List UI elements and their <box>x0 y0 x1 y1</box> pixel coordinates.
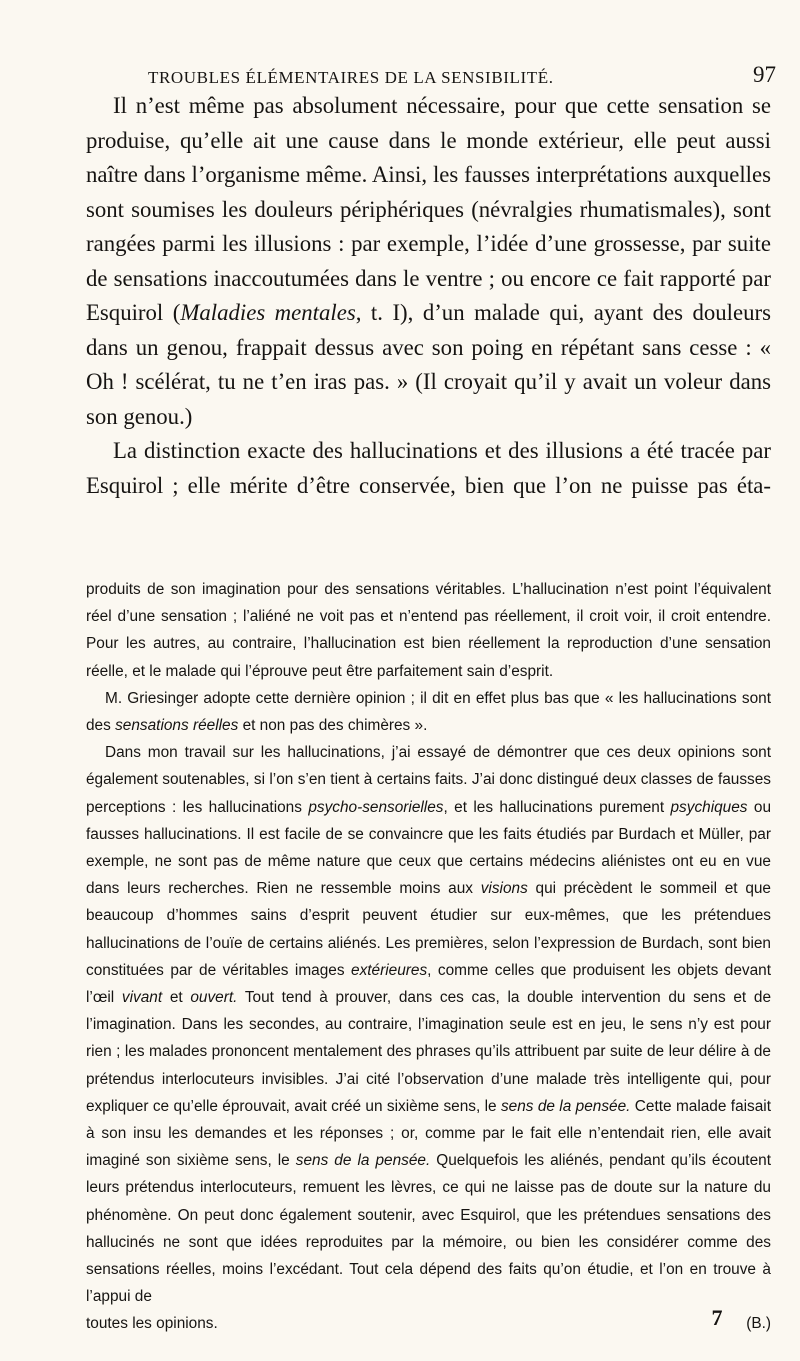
page-number: 97 <box>753 62 776 87</box>
italic-term: visions <box>480 880 528 898</box>
main-paragraph-1 <box>86 89 771 434</box>
italic-term: sens de la pensée. <box>500 1097 631 1115</box>
book-title: Maladies mentales <box>180 300 356 325</box>
text-run: Il n’est même pas absolument nécessaire, pour que cette sensation se produise, qu’elle ait une cause dans le monde extérieur, elle peut aussi naître dans l’organisme même. Ainsi, les fausses interprétations auxquelles sont soumises les douleurs périphériques (névralgies rhumatismales), sont rangées parmi les illusions : par exemple, l’idée d’une grossesse, par suite de sensations inaccoutumées dans le ventre ; ou encore ce fait rapporté par Esquirol ( <box>86 93 771 325</box>
text-run: , comme celles que produisent les objets devant l’œil <box>86 961 771 1007</box>
italic-term: extérieures <box>351 961 428 979</box>
italic-term: sensations réelles <box>115 717 239 735</box>
italic-term: ouvert. <box>190 989 238 1007</box>
note-closing-line <box>86 1310 771 1337</box>
text-run: qui précèdent le sommeil et que beaucoup d’hommes sains d’esprit peuvent étudier sur eux-mêmes, que les prétendues hallucinations de l’ouïe de certains aliénés. Les premières, selon l’expression de Burdach, sont bien constituées par de véritables images <box>86 880 771 979</box>
note-last-line: toutes les opinions. <box>86 1315 218 1333</box>
text-run: et non pas des chimères ». <box>238 717 428 735</box>
note-signature: (B.) <box>746 1315 771 1333</box>
running-header <box>148 58 776 88</box>
italic-term: psychiques <box>670 798 748 816</box>
note-paragraph-1: produits de son imagination pour des sensations véritables. L’hallucination n’est point l’équivalent réel d’une sensation ; l’aliéné ne voit pas et n’entend pas réellement, il croit voir, il croit entendre. Pour les autres, au contraire, l’hallucination est bien réellement la reproduction d’une sensation réelle, et le malade qui l’éprouve peut être parfaitement sain d’esprit. <box>86 581 771 680</box>
text-run: Dans mon travail sur les hallucinations, j’ai essayé de démontrer que ces deux opinions sont également soutenables, si l’on s’en tient à certains faits. J’ai donc distingué deux classes de fausses perceptions : les hallucinations <box>86 744 771 816</box>
running-title: TROUBLES ÉLÉMENTAIRES DE LA SENSIBILITÉ. <box>148 68 554 87</box>
text-run: M. Griesinger adopte cette dernière opinion ; il dit en effet plus bas que « les hallucinations sont des <box>86 689 771 735</box>
text-run: , t. I), d’un malade qui, ayant des douleurs dans un genou, frappait dessus avec son poing en répétant sans cesse : « Oh ! scélérat, tu ne t’en iras pas. » (Il croyait qu’il y avait un voleur dans son genou.) <box>86 300 771 429</box>
text-run: , et les hallucinations purement <box>443 798 671 816</box>
main-text <box>86 89 771 503</box>
text-run: ou fausses hallucinations. Il est facile de se convaincre que les faits étudiés par Burdach et Müller, par exemple, ne sont pas de même nature que ceux que certains médecins aliénistes ont eu en vue dans leurs recherches. Rien ne ressemble moins aux <box>86 798 772 898</box>
italic-term: vivant <box>121 989 163 1007</box>
note-paragraph-3 <box>86 739 771 1310</box>
text-run: Tout tend à prouver, dans ces cas, la double intervention du sens et de l’imagination. Dans les secondes, au contraire, l’imagination seule est en jeu, le sens n’y est pour rien ; les malades prononcent mentalement des phrases qu’ils attribuent par suite de leur délire à de prétendus interlocuteurs invisibles. J’ai cité l’observation d’une malade très intelligente qui, pour expliquer ce qu’elle éprouvait, avait créé un sixième sens, le <box>86 989 772 1115</box>
italic-term: sens de la pensée. <box>295 1152 431 1170</box>
text-run: Cette malade faisait à son insu les demandes et les réponses ; or, comme par le fait elle n’entendait rien, elle avait imaginé son sixième sens, le <box>86 1097 772 1170</box>
main-paragraph-2: La distinction exacte des hallucinations et des illusions a été tracée par Esquirol ; elle mérite d’être conservée, bien que l’on ne puisse pas éta- <box>86 438 771 498</box>
signature-mark: 7 <box>711 1305 723 1330</box>
footnote-block <box>86 576 771 1338</box>
text-run: et <box>162 989 191 1007</box>
note-paragraph-2 <box>86 685 771 739</box>
italic-term: psycho-sensorielles <box>308 798 444 816</box>
text-run: Quelquefois les aliénés, pendant qu’ils écoutent leurs prétendus interlocuteurs, remuent les lèvres, ce qui ne laisse pas de doute sur la nature du phénomène. On peut donc également soutenir, avec Esquirol, que les prétendues sensations des hallucinés ne sont que idées reproduites par la mémoire, ou bien les considérer comme des sensations réelles, moins l’excédant. Tout cela dépend des faits qu’on étudie, et l’on en trouve à l’appui de <box>86 1152 771 1306</box>
